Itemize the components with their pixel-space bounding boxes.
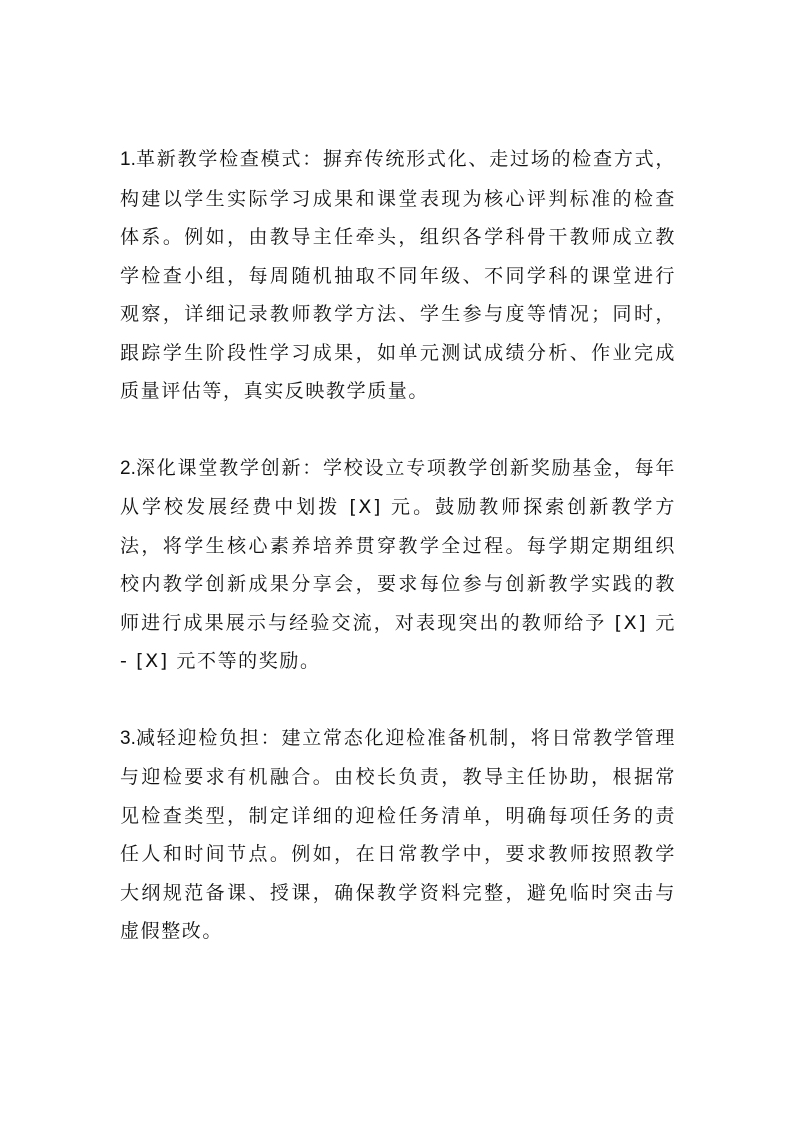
paragraph-number: 2. bbox=[120, 457, 136, 479]
paragraph-2 bbox=[120, 449, 676, 681]
paragraph-text: 减轻迎检负担：建立常态化迎检准备机制，将日常教学管理与迎检要求有机融合。由校长负责，教导主任协助，根据常见检查类型，制定详细的迎检任务清单，明确每项任务的责任人和时间节点。例如，在日常教学中，要求教师按照教学大纲规范备课、授课，确保教学资料完整，避免临时突击与虚假整改。 bbox=[120, 726, 676, 942]
paragraph-number: 1. bbox=[120, 149, 136, 170]
paragraph-1 bbox=[120, 140, 676, 411]
paragraph-text: 深化课堂教学创新：学校设立专项教学创新奖励基金，每年从学校发展经费中划拨 [X] 元。鼓励教师探索创新教学方法，将学生核心素养培养贯穿教学全过程。每学期定期组织校内教学创新成果分享会，要求每位参与创新教学实践的教师进行成果展示与经验交流，对表现突出的教师给予 [X] 元 - [X] 元不等的奖励。 bbox=[120, 456, 676, 672]
paragraph-3 bbox=[120, 719, 676, 951]
paragraph-text: 革新教学检查模式：摒弃传统形式化、走过场的检查方式，构建以学生实际学习成果和课堂表现为核心评判标准的检查体系。例如，由教导主任牵头，组织各学科骨干教师成立教学检查小组，每周随机抽取不同年级、不同学科的课堂进行观察，详细记录教师教学方法、学生参与度等情况；同时，跟踪学生阶段性学习成果，如单元测试成绩分析、作业完成质量评估等，真实反映教学质量。 bbox=[120, 148, 676, 402]
paragraph-number: 3. bbox=[120, 727, 136, 749]
document-body bbox=[120, 140, 676, 989]
